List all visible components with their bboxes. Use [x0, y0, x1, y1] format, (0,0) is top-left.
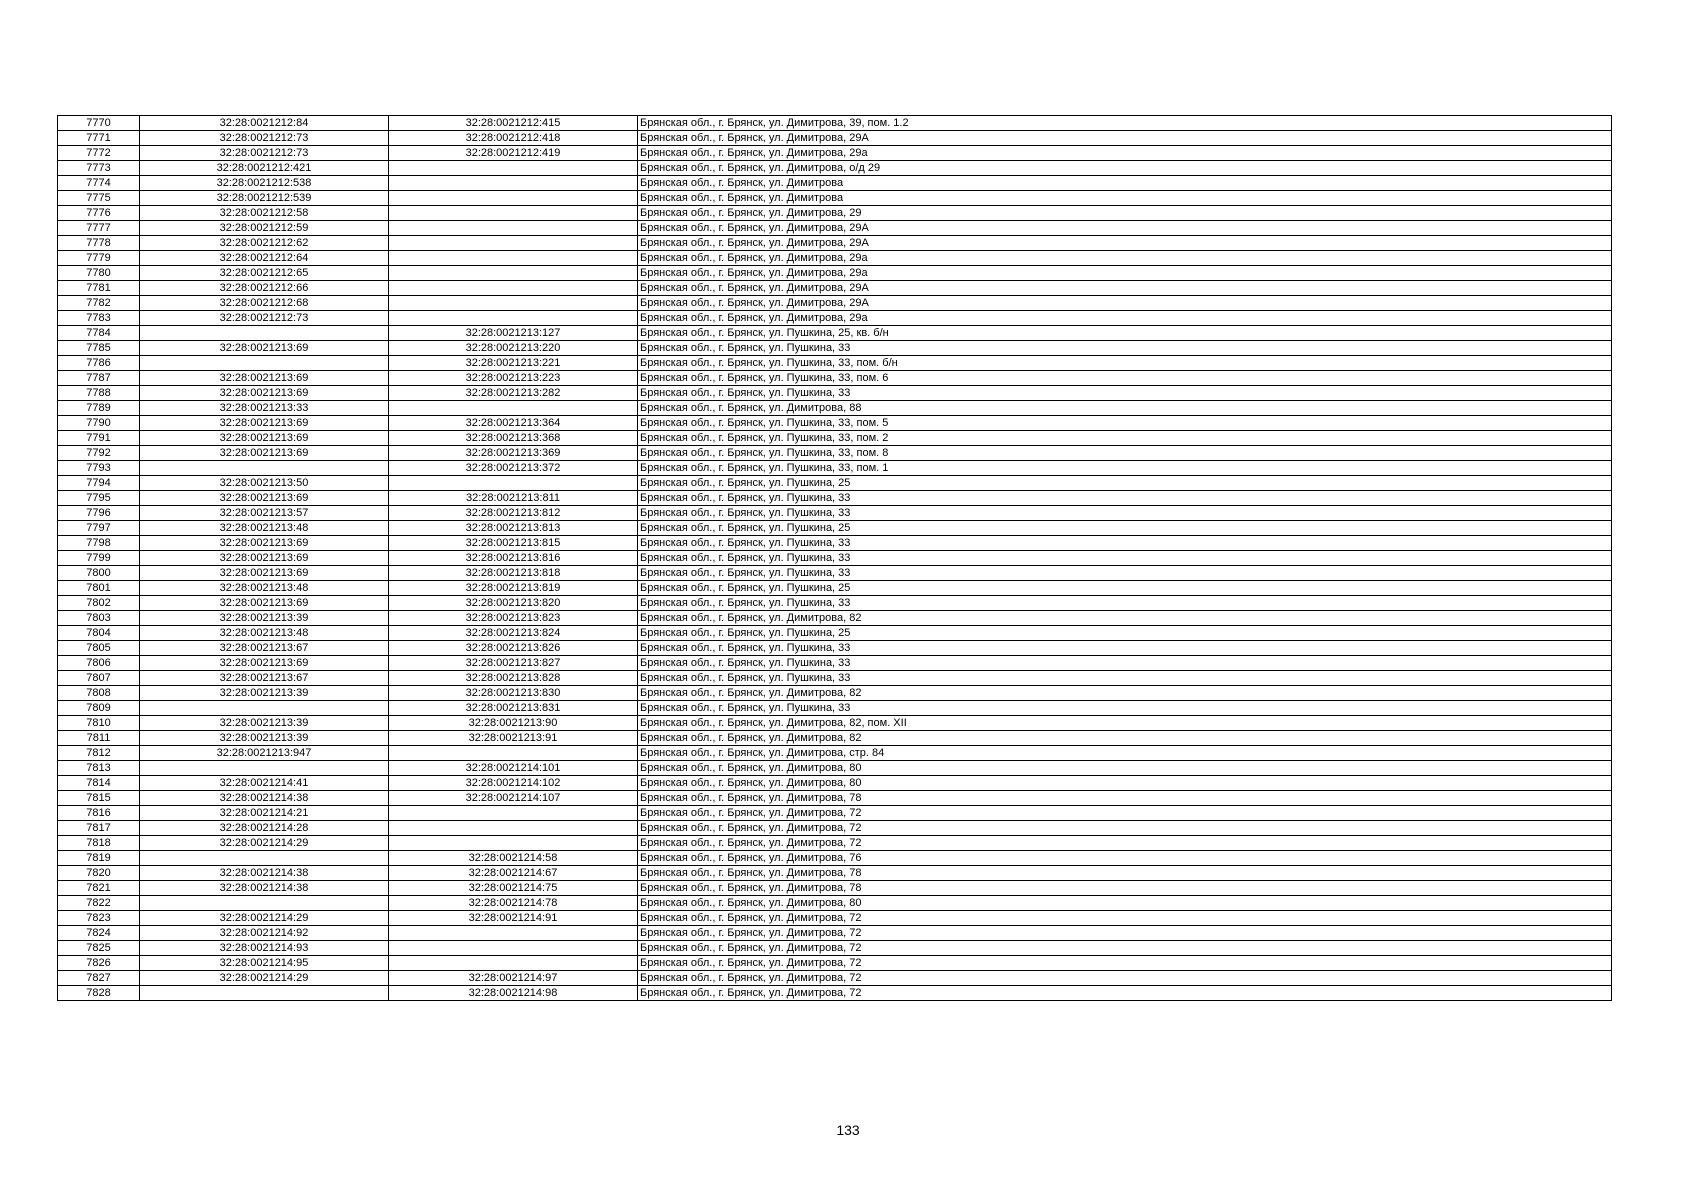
table-row: [58, 326, 1612, 341]
cadastral-number-cell: 32:28:0021213:368: [389, 431, 638, 446]
parent-cadastral-number-cell: 32:28:0021213:39: [140, 731, 389, 746]
address-cell: Брянская обл., г. Брянск, ул. Пушкина, 25, кв. б/н: [638, 326, 1612, 341]
table-row: [58, 611, 1612, 626]
row-number-cell: 7794: [58, 476, 140, 491]
table-row: [58, 431, 1612, 446]
parent-cadastral-number-cell: 32:28:0021214:95: [140, 956, 389, 971]
address-cell: Брянская обл., г. Брянск, ул. Димитрова, 88: [638, 401, 1612, 416]
cadastral-number-cell: 32:28:0021213:812: [389, 506, 638, 521]
parent-cadastral-number-cell: 32:28:0021212:538: [140, 176, 389, 191]
address-cell: Брянская обл., г. Брянск, ул. Димитрова, 29а: [638, 146, 1612, 161]
table-row: [58, 911, 1612, 926]
table-row: [58, 536, 1612, 551]
address-cell: Брянская обл., г. Брянск, ул. Димитрова, 82: [638, 731, 1612, 746]
table-row: [58, 356, 1612, 371]
row-number-cell: 7815: [58, 791, 140, 806]
row-number-cell: 7821: [58, 881, 140, 896]
address-cell: Брянская обл., г. Брянск, ул. Пушкина, 33: [638, 656, 1612, 671]
parent-cadastral-number-cell: 32:28:0021213:69: [140, 536, 389, 551]
cadastral-number-cell: [389, 251, 638, 266]
row-number-cell: 7785: [58, 341, 140, 356]
table-row: [58, 656, 1612, 671]
row-number-cell: 7796: [58, 506, 140, 521]
parent-cadastral-number-cell: 32:28:0021213:48: [140, 626, 389, 641]
parent-cadastral-number-cell: 32:28:0021214:93: [140, 941, 389, 956]
table-row: [58, 206, 1612, 221]
address-cell: Брянская обл., г. Брянск, ул. Пушкина, 33: [638, 641, 1612, 656]
cadastral-number-cell: 32:28:0021212:419: [389, 146, 638, 161]
row-number-cell: 7776: [58, 206, 140, 221]
address-cell: Брянская обл., г. Брянск, ул. Димитрова, 72: [638, 926, 1612, 941]
address-cell: Брянская обл., г. Брянск, ул. Димитрова, 80: [638, 776, 1612, 791]
parent-cadastral-number-cell: [140, 986, 389, 1001]
address-cell: Брянская обл., г. Брянск, ул. Пушкина, 33, пом. 1: [638, 461, 1612, 476]
row-number-cell: 7808: [58, 686, 140, 701]
address-cell: Брянская обл., г. Брянск, ул. Димитрова, 82: [638, 686, 1612, 701]
table-row: [58, 626, 1612, 641]
table-row: [58, 596, 1612, 611]
row-number-cell: 7784: [58, 326, 140, 341]
parent-cadastral-number-cell: 32:28:0021213:33: [140, 401, 389, 416]
parent-cadastral-number-cell: 32:28:0021212:73: [140, 131, 389, 146]
address-cell: Брянская обл., г. Брянск, ул. Пушкина, 33, пом. 5: [638, 416, 1612, 431]
cadastral-number-cell: [389, 806, 638, 821]
address-cell: Брянская обл., г. Брянск, ул. Димитрова: [638, 176, 1612, 191]
table-row: [58, 926, 1612, 941]
cadastral-number-cell: 32:28:0021213:824: [389, 626, 638, 641]
cadastral-number-cell: [389, 941, 638, 956]
cadastral-number-cell: 32:28:0021213:816: [389, 551, 638, 566]
cadastral-number-cell: 32:28:0021214:98: [389, 986, 638, 1001]
table-row: [58, 401, 1612, 416]
address-cell: Брянская обл., г. Брянск, ул. Димитрова, 29а: [638, 251, 1612, 266]
page-number: 133: [836, 1122, 860, 1138]
cadastral-number-cell: 32:28:0021212:418: [389, 131, 638, 146]
row-number-cell: 7819: [58, 851, 140, 866]
cadastral-number-cell: 32:28:0021214:101: [389, 761, 638, 776]
row-number-cell: 7812: [58, 746, 140, 761]
row-number-cell: 7792: [58, 446, 140, 461]
table-row: [58, 896, 1612, 911]
address-cell: Брянская обл., г. Брянск, ул. Димитрова, 29а: [638, 266, 1612, 281]
parent-cadastral-number-cell: 32:28:0021213:48: [140, 521, 389, 536]
address-cell: Брянская обл., г. Брянск, ул. Пушкина, 33: [638, 491, 1612, 506]
cadastral-number-cell: [389, 281, 638, 296]
row-number-cell: 7779: [58, 251, 140, 266]
table-row: [58, 701, 1612, 716]
address-cell: Брянская обл., г. Брянск, ул. Димитрова, 76: [638, 851, 1612, 866]
row-number-cell: 7804: [58, 626, 140, 641]
table-row: [58, 296, 1612, 311]
parent-cadastral-number-cell: 32:28:0021213:39: [140, 716, 389, 731]
cadastral-number-cell: 32:28:0021212:415: [389, 116, 638, 131]
table-row: [58, 806, 1612, 821]
table-row: [58, 491, 1612, 506]
parent-cadastral-number-cell: 32:28:0021213:39: [140, 611, 389, 626]
cadastral-number-cell: 32:28:0021213:127: [389, 326, 638, 341]
parent-cadastral-number-cell: [140, 761, 389, 776]
table-row: [58, 971, 1612, 986]
row-number-cell: 7820: [58, 866, 140, 881]
parent-cadastral-number-cell: 32:28:0021214:38: [140, 866, 389, 881]
row-number-cell: 7774: [58, 176, 140, 191]
cadastral-number-cell: 32:28:0021213:91: [389, 731, 638, 746]
row-number-cell: 7801: [58, 581, 140, 596]
table-row: [58, 746, 1612, 761]
address-cell: Брянская обл., г. Брянск, ул. Димитрова, 72: [638, 806, 1612, 821]
parent-cadastral-number-cell: 32:28:0021212:539: [140, 191, 389, 206]
cadastral-number-cell: 32:28:0021213:813: [389, 521, 638, 536]
table-row: [58, 311, 1612, 326]
cadastral-number-cell: 32:28:0021213:282: [389, 386, 638, 401]
row-number-cell: 7813: [58, 761, 140, 776]
row-number-cell: 7826: [58, 956, 140, 971]
cadastral-number-cell: 32:28:0021213:223: [389, 371, 638, 386]
parent-cadastral-number-cell: 32:28:0021213:39: [140, 686, 389, 701]
table-row: [58, 641, 1612, 656]
row-number-cell: 7772: [58, 146, 140, 161]
parent-cadastral-number-cell: [140, 896, 389, 911]
address-cell: Брянская обл., г. Брянск, ул. Пушкина, 33: [638, 551, 1612, 566]
parent-cadastral-number-cell: 32:28:0021212:66: [140, 281, 389, 296]
cadastral-number-cell: 32:28:0021213:818: [389, 566, 638, 581]
parent-cadastral-number-cell: [140, 701, 389, 716]
table-row: [58, 731, 1612, 746]
address-cell: Брянская обл., г. Брянск, ул. Пушкина, 33, пом. б/н: [638, 356, 1612, 371]
cadastral-number-cell: [389, 956, 638, 971]
table-row: [58, 236, 1612, 251]
address-cell: Брянская обл., г. Брянск, ул. Пушкина, 33, пом. 8: [638, 446, 1612, 461]
row-number-cell: 7809: [58, 701, 140, 716]
table-row: [58, 821, 1612, 836]
parent-cadastral-number-cell: 32:28:0021214:29: [140, 971, 389, 986]
row-number-cell: 7780: [58, 266, 140, 281]
row-number-cell: 7825: [58, 941, 140, 956]
row-number-cell: 7805: [58, 641, 140, 656]
parent-cadastral-number-cell: 32:28:0021212:58: [140, 206, 389, 221]
row-number-cell: 7800: [58, 566, 140, 581]
row-number-cell: 7827: [58, 971, 140, 986]
cadastral-number-cell: 32:28:0021213:827: [389, 656, 638, 671]
address-cell: Брянская обл., г. Брянск, ул. Димитрова, 72: [638, 911, 1612, 926]
parent-cadastral-number-cell: [140, 356, 389, 371]
address-cell: Брянская обл., г. Брянск, ул. Димитрова, 78: [638, 866, 1612, 881]
table-row: [58, 836, 1612, 851]
parent-cadastral-number-cell: 32:28:0021214:38: [140, 791, 389, 806]
registry-sheet: [57, 115, 1612, 1001]
row-number-cell: 7773: [58, 161, 140, 176]
address-cell: Брянская обл., г. Брянск, ул. Димитрова, 29А: [638, 131, 1612, 146]
cadastral-number-cell: 32:28:0021213:828: [389, 671, 638, 686]
cadastral-number-cell: 32:28:0021213:90: [389, 716, 638, 731]
address-cell: Брянская обл., г. Брянск, ул. Димитрова, 29А: [638, 296, 1612, 311]
table-row: [58, 266, 1612, 281]
table-row: [58, 281, 1612, 296]
table-row: [58, 371, 1612, 386]
address-cell: Брянская обл., г. Брянск, ул. Пушкина, 33: [638, 341, 1612, 356]
row-number-cell: 7771: [58, 131, 140, 146]
table-row: [58, 191, 1612, 206]
parent-cadastral-number-cell: 32:28:0021213:69: [140, 551, 389, 566]
address-cell: Брянская обл., г. Брянск, ул. Димитрова, 29: [638, 206, 1612, 221]
address-cell: Брянская обл., г. Брянск, ул. Димитрова, 29А: [638, 221, 1612, 236]
parent-cadastral-number-cell: 32:28:0021213:69: [140, 656, 389, 671]
address-cell: Брянская обл., г. Брянск, ул. Пушкина, 33: [638, 566, 1612, 581]
address-cell: Брянская обл., г. Брянск, ул. Пушкина, 33, пом. 6: [638, 371, 1612, 386]
table-row: [58, 176, 1612, 191]
cadastral-number-cell: 32:28:0021214:78: [389, 896, 638, 911]
row-number-cell: 7799: [58, 551, 140, 566]
cadastral-number-cell: [389, 476, 638, 491]
row-number-cell: 7810: [58, 716, 140, 731]
address-cell: Брянская обл., г. Брянск, ул. Димитрова, 72: [638, 986, 1612, 1001]
parent-cadastral-number-cell: 32:28:0021212:73: [140, 311, 389, 326]
row-number-cell: 7818: [58, 836, 140, 851]
cadastral-number-cell: 32:28:0021214:58: [389, 851, 638, 866]
address-cell: Брянская обл., г. Брянск, ул. Пушкина, 25: [638, 581, 1612, 596]
row-number-cell: 7795: [58, 491, 140, 506]
parent-cadastral-number-cell: 32:28:0021213:67: [140, 641, 389, 656]
cadastral-number-cell: 32:28:0021213:819: [389, 581, 638, 596]
row-number-cell: 7782: [58, 296, 140, 311]
parent-cadastral-number-cell: 32:28:0021214:92: [140, 926, 389, 941]
parent-cadastral-number-cell: 32:28:0021213:69: [140, 431, 389, 446]
parent-cadastral-number-cell: 32:28:0021213:69: [140, 416, 389, 431]
row-number-cell: 7788: [58, 386, 140, 401]
row-number-cell: 7778: [58, 236, 140, 251]
address-cell: Брянская обл., г. Брянск, ул. Пушкина, 33: [638, 596, 1612, 611]
table-row: [58, 131, 1612, 146]
cadastral-number-cell: 32:28:0021213:221: [389, 356, 638, 371]
table-row: [58, 506, 1612, 521]
row-number-cell: 7783: [58, 311, 140, 326]
row-number-cell: 7781: [58, 281, 140, 296]
parent-cadastral-number-cell: 32:28:0021214:41: [140, 776, 389, 791]
row-number-cell: 7824: [58, 926, 140, 941]
table-row: [58, 251, 1612, 266]
table-row: [58, 791, 1612, 806]
address-cell: Брянская обл., г. Брянск, ул. Пушкина, 33: [638, 386, 1612, 401]
address-cell: Брянская обл., г. Брянск, ул. Димитрова, 80: [638, 761, 1612, 776]
cadastral-number-cell: [389, 266, 638, 281]
parent-cadastral-number-cell: 32:28:0021214:29: [140, 836, 389, 851]
address-cell: Брянская обл., г. Брянск, ул. Димитрова, о/д 29: [638, 161, 1612, 176]
parent-cadastral-number-cell: 32:28:0021212:62: [140, 236, 389, 251]
row-number-cell: 7791: [58, 431, 140, 446]
table-row: [58, 446, 1612, 461]
parent-cadastral-number-cell: 32:28:0021214:29: [140, 911, 389, 926]
address-cell: Брянская обл., г. Брянск, ул. Димитрова, 29А: [638, 236, 1612, 251]
cadastral-number-cell: 32:28:0021213:811: [389, 491, 638, 506]
parent-cadastral-number-cell: 32:28:0021212:68: [140, 296, 389, 311]
cadastral-number-cell: 32:28:0021214:75: [389, 881, 638, 896]
cadastral-number-cell: 32:28:0021213:831: [389, 701, 638, 716]
address-cell: Брянская обл., г. Брянск, ул. Димитрова, 29А: [638, 281, 1612, 296]
parent-cadastral-number-cell: 32:28:0021213:67: [140, 671, 389, 686]
address-cell: Брянская обл., г. Брянск, ул. Димитрова: [638, 191, 1612, 206]
address-cell: Брянская обл., г. Брянск, ул. Пушкина, 33: [638, 701, 1612, 716]
table-row: [58, 866, 1612, 881]
address-cell: Брянская обл., г. Брянск, ул. Димитрова, 80: [638, 896, 1612, 911]
parent-cadastral-number-cell: 32:28:0021213:69: [140, 566, 389, 581]
cadastral-number-cell: 32:28:0021214:107: [389, 791, 638, 806]
cadastral-number-cell: [389, 401, 638, 416]
parent-cadastral-number-cell: 32:28:0021212:59: [140, 221, 389, 236]
parent-cadastral-number-cell: [140, 851, 389, 866]
table-row: [58, 941, 1612, 956]
table-row: [58, 476, 1612, 491]
row-number-cell: 7798: [58, 536, 140, 551]
address-cell: Брянская обл., г. Брянск, ул. Пушкина, 33: [638, 671, 1612, 686]
cadastral-number-cell: [389, 206, 638, 221]
table-row: [58, 461, 1612, 476]
table-row: [58, 716, 1612, 731]
address-cell: Брянская обл., г. Брянск, ул. Димитрова, 82, пом. XII: [638, 716, 1612, 731]
cadastral-number-cell: [389, 296, 638, 311]
row-number-cell: 7806: [58, 656, 140, 671]
table-row: [58, 686, 1612, 701]
row-number-cell: 7803: [58, 611, 140, 626]
address-cell: Брянская обл., г. Брянск, ул. Димитрова, 29а: [638, 311, 1612, 326]
cadastral-number-cell: 32:28:0021213:372: [389, 461, 638, 476]
address-cell: Брянская обл., г. Брянск, ул. Пушкина, 25: [638, 626, 1612, 641]
parent-cadastral-number-cell: 32:28:0021213:69: [140, 446, 389, 461]
row-number-cell: 7770: [58, 116, 140, 131]
cadastral-number-cell: 32:28:0021214:97: [389, 971, 638, 986]
parent-cadastral-number-cell: 32:28:0021214:21: [140, 806, 389, 821]
parent-cadastral-number-cell: 32:28:0021213:69: [140, 341, 389, 356]
address-cell: Брянская обл., г. Брянск, ул. Димитрова, 78: [638, 791, 1612, 806]
row-number-cell: 7822: [58, 896, 140, 911]
cadastral-number-cell: 32:28:0021213:220: [389, 341, 638, 356]
parent-cadastral-number-cell: 32:28:0021213:69: [140, 386, 389, 401]
row-number-cell: 7802: [58, 596, 140, 611]
address-cell: Брянская обл., г. Брянск, ул. Димитрова, стр. 84: [638, 746, 1612, 761]
row-number-cell: 7787: [58, 371, 140, 386]
cadastral-number-cell: [389, 821, 638, 836]
parent-cadastral-number-cell: 32:28:0021212:64: [140, 251, 389, 266]
table-row: [58, 341, 1612, 356]
row-number-cell: 7816: [58, 806, 140, 821]
cadastral-number-cell: [389, 926, 638, 941]
row-number-cell: 7797: [58, 521, 140, 536]
registry-table: [57, 115, 1612, 1001]
address-cell: Брянская обл., г. Брянск, ул. Димитрова, 72: [638, 941, 1612, 956]
cadastral-number-cell: [389, 191, 638, 206]
cadastral-number-cell: [389, 836, 638, 851]
row-number-cell: 7807: [58, 671, 140, 686]
table-row: [58, 671, 1612, 686]
row-number-cell: 7817: [58, 821, 140, 836]
cadastral-number-cell: [389, 236, 638, 251]
table-row: [58, 581, 1612, 596]
parent-cadastral-number-cell: 32:28:0021213:69: [140, 371, 389, 386]
address-cell: Брянская обл., г. Брянск, ул. Пушкина, 33: [638, 506, 1612, 521]
cadastral-number-cell: 32:28:0021213:823: [389, 611, 638, 626]
parent-cadastral-number-cell: 32:28:0021213:57: [140, 506, 389, 521]
cadastral-number-cell: 32:28:0021213:369: [389, 446, 638, 461]
address-cell: Брянская обл., г. Брянск, ул. Пушкина, 33: [638, 536, 1612, 551]
row-number-cell: 7814: [58, 776, 140, 791]
parent-cadastral-number-cell: 32:28:0021213:69: [140, 596, 389, 611]
parent-cadastral-number-cell: 32:28:0021212:65: [140, 266, 389, 281]
parent-cadastral-number-cell: 32:28:0021212:73: [140, 146, 389, 161]
cadastral-number-cell: 32:28:0021213:815: [389, 536, 638, 551]
table-row: [58, 416, 1612, 431]
table-row: [58, 776, 1612, 791]
table-row: [58, 761, 1612, 776]
address-cell: Брянская обл., г. Брянск, ул. Димитрова, 72: [638, 836, 1612, 851]
table-row: [58, 161, 1612, 176]
row-number-cell: 7790: [58, 416, 140, 431]
address-cell: Брянская обл., г. Брянск, ул. Пушкина, 25: [638, 476, 1612, 491]
cadastral-number-cell: 32:28:0021213:826: [389, 641, 638, 656]
table-row: [58, 386, 1612, 401]
cadastral-number-cell: [389, 746, 638, 761]
parent-cadastral-number-cell: [140, 461, 389, 476]
parent-cadastral-number-cell: 32:28:0021213:69: [140, 491, 389, 506]
parent-cadastral-number-cell: 32:28:0021213:48: [140, 581, 389, 596]
cadastral-number-cell: [389, 161, 638, 176]
row-number-cell: 7777: [58, 221, 140, 236]
cadastral-number-cell: 32:28:0021213:830: [389, 686, 638, 701]
address-cell: Брянская обл., г. Брянск, ул. Пушкина, 25: [638, 521, 1612, 536]
row-number-cell: 7786: [58, 356, 140, 371]
parent-cadastral-number-cell: 32:28:0021213:50: [140, 476, 389, 491]
parent-cadastral-number-cell: [140, 326, 389, 341]
table-row: [58, 221, 1612, 236]
cadastral-number-cell: 32:28:0021214:102: [389, 776, 638, 791]
address-cell: Брянская обл., г. Брянск, ул. Димитрова, 82: [638, 611, 1612, 626]
row-number-cell: 7811: [58, 731, 140, 746]
cadastral-number-cell: [389, 311, 638, 326]
parent-cadastral-number-cell: 32:28:0021212:84: [140, 116, 389, 131]
parent-cadastral-number-cell: 32:28:0021214:38: [140, 881, 389, 896]
address-cell: Брянская обл., г. Брянск, ул. Димитрова, 72: [638, 956, 1612, 971]
cadastral-number-cell: 32:28:0021213:820: [389, 596, 638, 611]
address-cell: Брянская обл., г. Брянск, ул. Димитрова, 72: [638, 821, 1612, 836]
registry-table-body: [58, 116, 1612, 1001]
table-row: [58, 551, 1612, 566]
parent-cadastral-number-cell: 32:28:0021213:947: [140, 746, 389, 761]
table-row: [58, 851, 1612, 866]
row-number-cell: 7828: [58, 986, 140, 1001]
table-row: [58, 986, 1612, 1001]
parent-cadastral-number-cell: 32:28:0021214:28: [140, 821, 389, 836]
table-row: [58, 521, 1612, 536]
address-cell: Брянская обл., г. Брянск, ул. Димитрова, 39, пом. 1.2: [638, 116, 1612, 131]
row-number-cell: 7823: [58, 911, 140, 926]
row-number-cell: 7793: [58, 461, 140, 476]
table-row: [58, 116, 1612, 131]
table-row: [58, 956, 1612, 971]
cadastral-number-cell: 32:28:0021214:91: [389, 911, 638, 926]
address-cell: Брянская обл., г. Брянск, ул. Пушкина, 33, пом. 2: [638, 431, 1612, 446]
address-cell: Брянская обл., г. Брянск, ул. Димитрова, 78: [638, 881, 1612, 896]
table-row: [58, 881, 1612, 896]
table-row: [58, 566, 1612, 581]
cadastral-number-cell: [389, 176, 638, 191]
cadastral-number-cell: 32:28:0021213:364: [389, 416, 638, 431]
parent-cadastral-number-cell: 32:28:0021212:421: [140, 161, 389, 176]
cadastral-number-cell: [389, 221, 638, 236]
cadastral-number-cell: 32:28:0021214:67: [389, 866, 638, 881]
row-number-cell: 7775: [58, 191, 140, 206]
row-number-cell: 7789: [58, 401, 140, 416]
table-row: [58, 146, 1612, 161]
address-cell: Брянская обл., г. Брянск, ул. Димитрова, 72: [638, 971, 1612, 986]
